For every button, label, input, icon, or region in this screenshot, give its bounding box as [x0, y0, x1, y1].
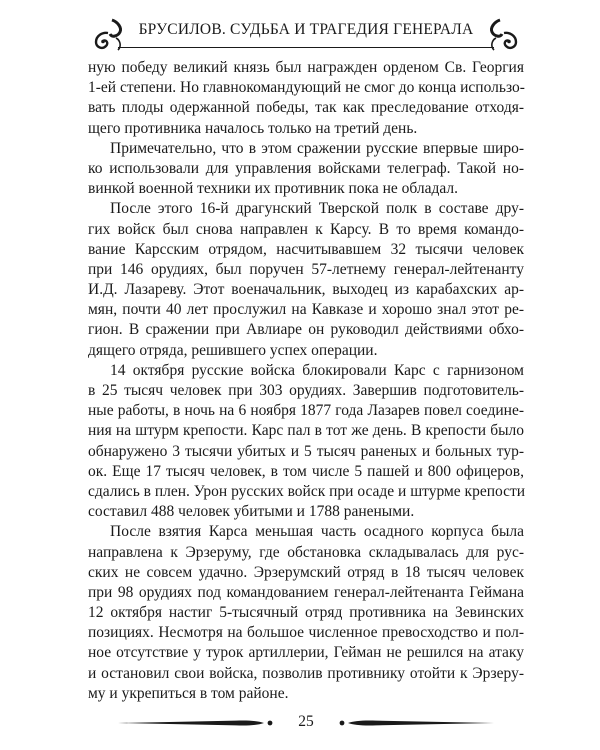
- text-line: и остановил свои войска, позволив противнику отойти к Эрзеру-: [88, 664, 524, 682]
- text-line: в 25 тысяч человек при 303 орудиях. Завершив подготовитель-: [88, 382, 524, 399]
- text-line: гион. В сражении при Авлиаре он руководил действиями обхо-: [88, 321, 524, 339]
- paragraph: [88, 199, 524, 361]
- text-line: при 98 орудиях под командованием генерал-лейтенанта Геймана: [88, 583, 524, 601]
- paragraph: [88, 522, 524, 704]
- header-rule: [118, 47, 494, 48]
- text-line: ния на штурм крепости. Карс пал в тот же день. В крепости было: [88, 422, 524, 440]
- body-text: [88, 58, 524, 704]
- text-line: После взятия Карса меньшая часть осадного корпуса была: [110, 523, 524, 541]
- text-line: щего противника началось только на третий день.: [88, 119, 418, 137]
- page-number: 25: [298, 713, 314, 730]
- text-line: дящего отряда, решившего успех операции.: [88, 341, 378, 359]
- scroll-ornament-right-icon: [484, 16, 524, 54]
- text-line: ное отсутствие у турок артиллерии, Гейман не решился на атаку: [88, 644, 524, 662]
- text-line: вание Карсским отрядом, насчитывавшем 32 тысячи человек: [88, 240, 524, 258]
- page-footer: [88, 708, 524, 738]
- text-line: ко использовали для управления войсками телеграф. Такой но-: [88, 159, 524, 177]
- text-line: позициях. Несмотря на большое численное превосходство и пол-: [88, 624, 524, 642]
- text-line: винкой военной техники их противник пока не обладал.: [88, 180, 459, 198]
- text-line: Примечательно, что в этом сражении русские впервые широ-: [110, 139, 524, 157]
- text-line: вать плоды одержанной победы, так как преследование отходя-: [88, 99, 524, 117]
- text-line: сдались в плен. Урон русских войск при осаде и штурме крепости: [88, 482, 526, 500]
- text-line: И.Д. Лазареву. Этот военачальник, выходец из карабахских ар-: [88, 281, 524, 299]
- text-line: гих войск был снова направлен к Карсу. В то время командо-: [88, 220, 524, 238]
- text-line: мян, почти 40 лет прослужил на Кавказе и хорошо знал этот ре-: [88, 301, 524, 319]
- text-line: ные работы, в ночь на 6 ноября 1877 года Лазарев повел соедине-: [88, 402, 524, 420]
- text-line: ную победу великий князь был награжден орденом Св. Георгия: [88, 59, 524, 76]
- running-header: [88, 12, 524, 52]
- text-line: обнаружено 3 тысячи убитых и 5 тысяч раненых и больных тур-: [88, 442, 524, 460]
- text-line: направлена к Эрзеруму, где обстановка складывалась для рус-: [88, 543, 524, 561]
- paragraph: [88, 58, 524, 139]
- text-line: му и укрепиться в том районе.: [88, 684, 289, 702]
- text-line: ских не совсем удачно. Эрзерумский отряд в 18 тысяч человек: [88, 563, 524, 581]
- running-header-title: БРУСИЛОВ. СУДЬБА И ТРАГЕДИЯ ГЕНЕРАЛА: [138, 21, 474, 38]
- text-line: при 146 орудиях, был поручен 57-летнему генерал-лейтенанту: [88, 260, 524, 278]
- text-line: После этого 16-й драгунский Тверской полк в составе дру-: [110, 200, 524, 218]
- paragraph: [88, 361, 524, 523]
- footer-rule-right-icon: [334, 716, 494, 730]
- text-line: ок. Еще 17 тысяч человек, в том числе 5 пашей и 800 офицеров,: [88, 462, 524, 480]
- paragraph: [88, 139, 524, 200]
- text-line: 1-ей степени. Но главнокомандующий не смог до конца использо-: [88, 79, 525, 97]
- text-line: составил 488 человек убитыми и 1788 ранеными.: [88, 503, 415, 521]
- text-line: 12 октября настиг 5-тысячный отряд противника на Зевинских: [88, 604, 524, 622]
- text-line: 14 октября русские войска блокировали Карс с гарнизоном: [110, 361, 524, 379]
